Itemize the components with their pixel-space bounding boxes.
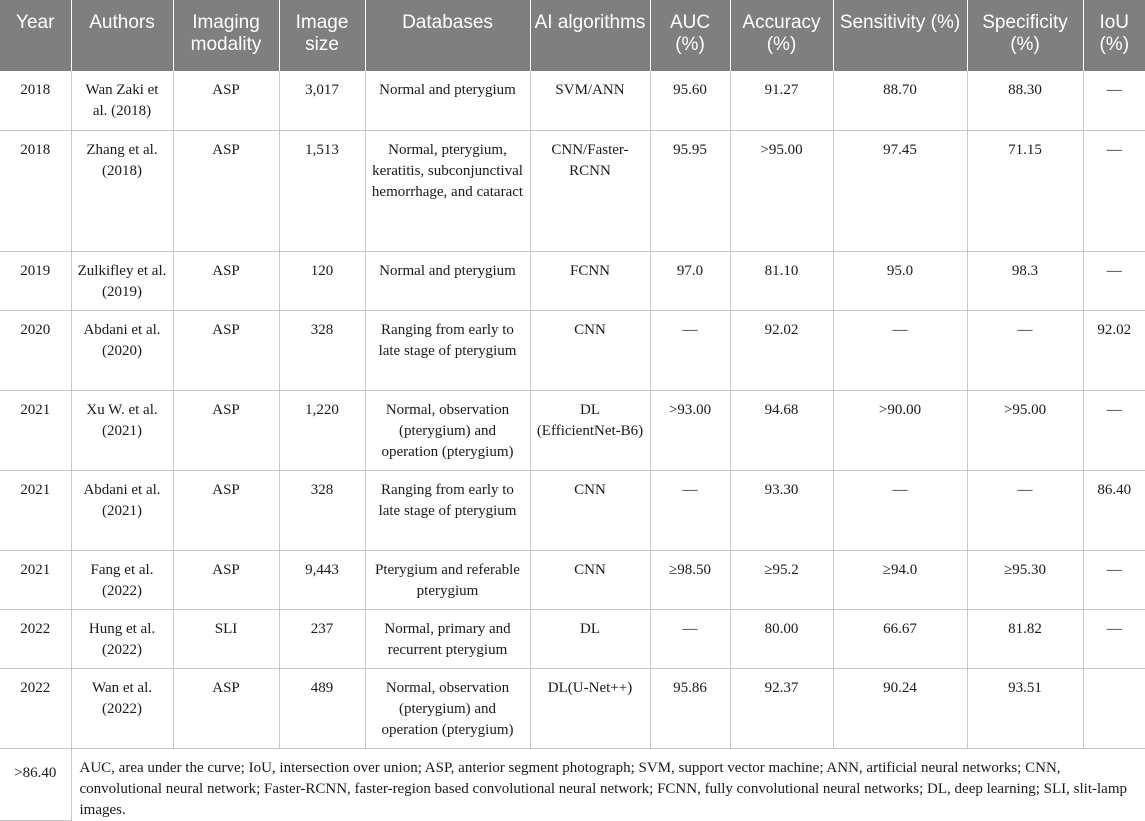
cell-ai-algorithms: FCNN (530, 251, 650, 310)
cell-auc: 97.0 (650, 251, 730, 310)
cell-ai-algorithms: DL(U-Net++) (530, 668, 650, 748)
table-row (0, 609, 1145, 668)
cell-specificity: ≥95.30 (967, 550, 1083, 609)
cell-sensitivity: 88.70 (833, 71, 967, 130)
cell-accuracy: 93.30 (730, 470, 833, 550)
cell-imaging-modality: ASP (173, 390, 279, 470)
cell-ai-algorithms: CNN (530, 310, 650, 390)
cell-auc: >93.00 (650, 390, 730, 470)
cell-ai-algorithms: DL (EfficientNet-B6) (530, 390, 650, 470)
cell-databases: Ranging from early to late stage of pterygium (365, 310, 530, 390)
cell-year: 2021 (0, 550, 71, 609)
cell-imaging-modality: ASP (173, 550, 279, 609)
cell-imaging-modality: ASP (173, 310, 279, 390)
header-auc: AUC (%) (650, 0, 730, 71)
cell-databases: Normal, pterygium, keratitis, subconjunctival hemorrhage, and cataract (365, 130, 530, 251)
cell-authors: Hung et al. (2022) (71, 609, 173, 668)
cell-auc: — (650, 609, 730, 668)
table-row (0, 390, 1145, 470)
cell-accuracy: 94.68 (730, 390, 833, 470)
cell-iou: — (1083, 251, 1145, 310)
cell-databases: Normal and pterygium (365, 71, 530, 130)
footer-left-cell: >86.40 (0, 748, 71, 821)
header-row (0, 0, 1145, 71)
cell-iou: — (1083, 609, 1145, 668)
cell-imaging-modality: ASP (173, 470, 279, 550)
cell-iou: — (1083, 390, 1145, 470)
cell-specificity: 81.82 (967, 609, 1083, 668)
cell-databases: Normal, primary and recurrent pterygium (365, 609, 530, 668)
cell-authors: Xu W. et al. (2021) (71, 390, 173, 470)
cell-specificity: >95.00 (967, 390, 1083, 470)
cell-image-size: 489 (279, 668, 365, 748)
cell-sensitivity: — (833, 470, 967, 550)
cell-year: 2020 (0, 310, 71, 390)
cell-specificity: 71.15 (967, 130, 1083, 251)
header-image-size: Image size (279, 0, 365, 71)
table-row (0, 550, 1145, 609)
header-ai-algorithms: AI algorithms (530, 0, 650, 71)
cell-ai-algorithms: CNN/Faster-RCNN (530, 130, 650, 251)
cell-authors: Abdani et al. (2020) (71, 310, 173, 390)
cell-iou: — (1083, 550, 1145, 609)
cell-ai-algorithms: CNN (530, 550, 650, 609)
cell-ai-algorithms: SVM/ANN (530, 71, 650, 130)
cell-sensitivity: >90.00 (833, 390, 967, 470)
cell-imaging-modality: ASP (173, 71, 279, 130)
header-year: Year (0, 0, 71, 71)
cell-databases: Normal, observation (pterygium) and operation (pterygium) (365, 390, 530, 470)
cell-year: 2022 (0, 668, 71, 748)
cell-iou: — (1083, 130, 1145, 251)
cell-specificity: 88.30 (967, 71, 1083, 130)
cell-accuracy: 91.27 (730, 71, 833, 130)
table-row (0, 668, 1145, 748)
cell-image-size: 3,017 (279, 71, 365, 130)
cell-accuracy: 92.02 (730, 310, 833, 390)
cell-image-size: 120 (279, 251, 365, 310)
cell-authors: Zulkifley et al. (2019) (71, 251, 173, 310)
cell-databases: Normal, observation (pterygium) and operation (pterygium) (365, 668, 530, 748)
cell-image-size: 237 (279, 609, 365, 668)
header-databases: Databases (365, 0, 530, 71)
cell-specificity: — (967, 470, 1083, 550)
cell-image-size: 328 (279, 470, 365, 550)
header-accuracy: Accuracy (%) (730, 0, 833, 71)
cell-year: 2018 (0, 130, 71, 251)
cell-accuracy: 92.37 (730, 668, 833, 748)
cell-sensitivity: — (833, 310, 967, 390)
cell-authors: Fang et al. (2022) (71, 550, 173, 609)
cell-year: 2018 (0, 71, 71, 130)
cell-auc: — (650, 470, 730, 550)
cell-sensitivity: ≥94.0 (833, 550, 967, 609)
cell-specificity: 93.51 (967, 668, 1083, 748)
cell-authors: Wan et al. (2022) (71, 668, 173, 748)
cell-image-size: 9,443 (279, 550, 365, 609)
cell-imaging-modality: ASP (173, 130, 279, 251)
cell-accuracy: ≥95.2 (730, 550, 833, 609)
table-footer-row (0, 748, 1145, 821)
cell-year: 2021 (0, 390, 71, 470)
cell-databases: Normal and pterygium (365, 251, 530, 310)
cell-year: 2019 (0, 251, 71, 310)
cell-auc: — (650, 310, 730, 390)
cell-imaging-modality: ASP (173, 251, 279, 310)
cell-auc: ≥98.50 (650, 550, 730, 609)
header-imaging-modality: Imaging modality (173, 0, 279, 71)
cell-specificity: — (967, 310, 1083, 390)
header-sensitivity: Sensitivity (%) (833, 0, 967, 71)
cell-year: 2022 (0, 609, 71, 668)
cell-accuracy: 81.10 (730, 251, 833, 310)
cell-auc: 95.60 (650, 71, 730, 130)
header-specificity: Specificity (%) (967, 0, 1083, 71)
cell-databases: Pterygium and referable pterygium (365, 550, 530, 609)
cell-iou (1083, 668, 1145, 748)
cell-year: 2021 (0, 470, 71, 550)
cell-imaging-modality: SLI (173, 609, 279, 668)
header-iou: IoU (%) (1083, 0, 1145, 71)
cell-auc: 95.86 (650, 668, 730, 748)
cell-imaging-modality: ASP (173, 668, 279, 748)
cell-sensitivity: 66.67 (833, 609, 967, 668)
cell-authors: Abdani et al. (2021) (71, 470, 173, 550)
cell-iou: — (1083, 71, 1145, 130)
cell-auc: 95.95 (650, 130, 730, 251)
cell-accuracy: 80.00 (730, 609, 833, 668)
cell-accuracy: >95.00 (730, 130, 833, 251)
cell-sensitivity: 90.24 (833, 668, 967, 748)
table-row (0, 251, 1145, 310)
cell-authors: Zhang et al. (2018) (71, 130, 173, 251)
cell-ai-algorithms: DL (530, 609, 650, 668)
cell-authors: Wan Zaki et al. (2018) (71, 71, 173, 130)
cell-sensitivity: 95.0 (833, 251, 967, 310)
cell-ai-algorithms: CNN (530, 470, 650, 550)
cell-iou: 92.02 (1083, 310, 1145, 390)
cell-sensitivity: 97.45 (833, 130, 967, 251)
cell-databases: Ranging from early to late stage of pterygium (365, 470, 530, 550)
cell-image-size: 328 (279, 310, 365, 390)
table-row (0, 470, 1145, 550)
cell-specificity: 98.3 (967, 251, 1083, 310)
table-footnote: AUC, area under the curve; IoU, intersection over union; ASP, anterior segment photograph; SVM, support vector machine; ANN, artificial neural networks; CNN, convolutional neural network; Faster-RCNN, faster-region based convolutional neural network; FCNN, fully convolutional neural networks; DL, deep learning; SLI, slit-lamp images. (79, 759, 1127, 818)
table-row (0, 130, 1145, 251)
table-row (0, 71, 1145, 130)
cell-image-size: 1,220 (279, 390, 365, 470)
cell-image-size: 1,513 (279, 130, 365, 251)
table-row (0, 310, 1145, 390)
header-authors: Authors (71, 0, 173, 71)
cell-iou: 86.40 (1083, 470, 1145, 550)
